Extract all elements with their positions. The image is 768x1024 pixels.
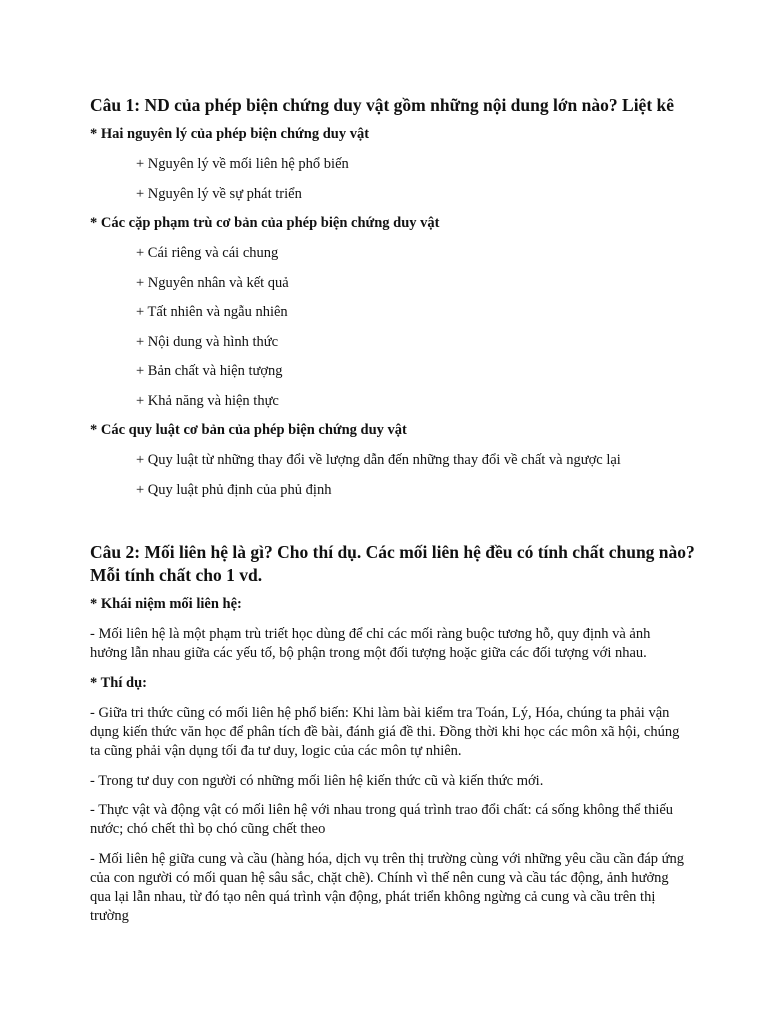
list-item: + Nội dung và hình thức — [136, 334, 279, 350]
question-1-title: Câu 1: ND của phép biện chứng duy vật gồm những nội dung lớn nào? Liệt kê — [90, 95, 675, 115]
list-item: + Khả năng và hiện thực — [136, 393, 279, 409]
section-categories-heading: * Các cặp phạm trù cơ bản của phép biện chứng duy vật — [90, 215, 440, 231]
example-paragraph: - Giữa tri thức cũng có mối liên hệ phổ biến: Khi làm bài kiểm tra Toán, Lý, Hóa, chúng ta phải vận dụng kiến thức văn học để phân tích đề bài, đánh giá đề thi. Đồng thời khi học các môn xã hội, chúng ta cũng phải vận dụng tối đa tư duy, logic của các môn tự nhiên. — [90, 705, 680, 759]
section-laws-heading: * Các quy luật cơ bản của phép biện chứng duy vật — [90, 422, 407, 438]
list-item: + Nguyên nhân và kết quả — [136, 275, 289, 291]
example-paragraph: - Mối liên hệ giữa cung và cầu (hàng hóa, dịch vụ trên thị trường cùng với những yêu cầu cần đáp ứng của con người có mối quan hệ sâu sắc, chặt chẽ). Chính vì thế nên cung và cầu tác động, ảnh hưởng qua lại lẫn nhau, từ đó tạo nên quá trình vận động, phát triển không ngừng cả cung và cầu trên thị trường — [90, 851, 684, 924]
list-item: + Bản chất và hiện tượng — [136, 363, 283, 379]
example-paragraph: - Thực vật và động vật có mối liên hệ với nhau trong quá trình trao đổi chất: cá sống không thể thiếu nước; chó chết thì bọ chó cũng chết theo — [90, 802, 674, 837]
concept-paragraph: - Mối liên hệ là một phạm trù triết học dùng để chỉ các mối ràng buộc tương hỗ, quy định và ảnh hưởng lẫn nhau giữa các yếu tố, bộ phận trong một đối tượng hoặc giữa các đối tượng với nhau. — [90, 626, 651, 661]
examples-heading: * Thí dụ: — [90, 675, 147, 691]
list-item: + Nguyên lý về mối liên hệ phổ biến — [136, 156, 349, 172]
list-item: + Quy luật phủ định của phủ định — [136, 482, 332, 498]
example-paragraph: - Trong tư duy con người có những mối liên hệ kiến thức cũ và kiến thức mới. — [90, 773, 544, 789]
section-principles-heading: * Hai nguyên lý của phép biện chứng duy vật — [90, 126, 370, 142]
list-item: + Nguyên lý về sự phát triển — [136, 186, 302, 202]
concept-heading: * Khái niệm mối liên hệ: — [90, 596, 242, 612]
question-2-title: Câu 2: Mối liên hệ là gì? Cho thí dụ. Các mối liên hệ đều có tính chất chung nào? Mỗi tính chất cho 1 vd. — [90, 542, 695, 585]
list-item: + Quy luật từ những thay đổi về lượng dẫn đến những thay đổi về chất và ngược lại — [136, 452, 621, 468]
list-item: + Tất nhiên và ngẫu nhiên — [136, 304, 288, 320]
list-item: + Cái riêng và cái chung — [136, 245, 279, 261]
